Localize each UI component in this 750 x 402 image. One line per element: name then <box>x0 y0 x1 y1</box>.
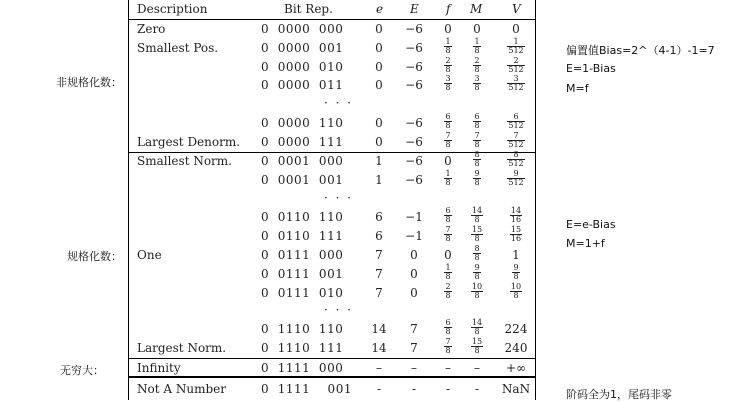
header-bitrep: Bit Rep. <box>284 2 333 16</box>
row-M-fraction <box>462 75 492 92</box>
row-bit-rep: 0 1111 000 <box>261 361 344 375</box>
row-bit-rep: 0 0001 001 <box>261 173 344 187</box>
row-bit-rep: 0 0111 001 <box>261 267 344 281</box>
label-infinity: 无穷大： <box>60 364 104 377</box>
row-f-fraction <box>433 57 463 74</box>
row-V: 0 <box>512 22 520 36</box>
row-description: Zero <box>137 22 166 36</box>
row-f-fraction-numerator: 6 <box>445 318 451 327</box>
row-f-fraction-numerator: 2 <box>445 56 451 65</box>
row-bit-rep: 0 0000 001 <box>261 41 344 55</box>
row-V-fraction <box>496 38 536 55</box>
row-V-fraction-denominator: 16 <box>510 234 522 243</box>
row-M-fraction <box>462 170 492 187</box>
row-M-fraction-numerator: 14 <box>471 206 483 215</box>
row-bit-rep: 0 0111 000 <box>261 248 344 262</box>
row-V-fraction <box>496 75 536 92</box>
row-E: 0 <box>410 267 418 281</box>
row-M-fraction <box>462 132 492 149</box>
row-f: 0 <box>444 154 452 168</box>
row-f: 0 <box>444 248 452 262</box>
row-M-fraction-denominator: 8 <box>474 178 480 187</box>
note-bias: 偏置值Bias=2^（4-1）-1=7 <box>566 44 715 57</box>
row-description: Infinity <box>137 361 181 375</box>
row-M-fraction-numerator: 10 <box>471 282 483 291</box>
row-V-fraction <box>496 170 536 187</box>
row-f-fraction-numerator: 6 <box>445 206 451 215</box>
row-f-fraction <box>433 264 463 281</box>
row-V-fraction <box>496 264 536 281</box>
row-M-fraction-denominator: 8 <box>474 65 480 74</box>
row-e: 6 <box>375 210 383 224</box>
row-M-fraction <box>462 57 492 74</box>
row-M-fraction-numerator: 1 <box>474 37 480 46</box>
row-M-fraction-numerator: 9 <box>474 263 480 272</box>
row-V-fraction-numerator: 9 <box>507 170 524 179</box>
row-V-fraction <box>496 207 536 224</box>
row-f-fraction <box>433 75 463 92</box>
row-M-fraction-denominator: 8 <box>474 121 480 130</box>
row-f-fraction <box>433 319 463 336</box>
header-rule <box>128 19 536 20</box>
row-bit-rep: 0 1110 111 <box>261 341 344 355</box>
row-f-fraction <box>433 226 463 243</box>
row-f-fraction <box>433 113 463 130</box>
row-f-fraction-denominator: 8 <box>445 121 451 130</box>
row-M-fraction-denominator: 8 <box>474 291 480 300</box>
row-e: 1 <box>375 154 383 168</box>
row-M-fraction-denominator: 8 <box>474 215 480 224</box>
row-f-fraction-denominator: 8 <box>445 46 451 55</box>
row-f-fraction-denominator: 8 <box>445 178 451 187</box>
row-M: - <box>474 382 480 396</box>
row-M-fraction-denominator: 8 <box>474 46 480 55</box>
row-M-fraction-denominator: 8 <box>474 159 480 168</box>
row-bit-rep: 0 0110 110 <box>261 210 344 224</box>
row-V-fraction <box>496 226 536 243</box>
row-E: −6 <box>405 60 423 74</box>
row-M-fraction <box>462 226 492 243</box>
row-f-fraction <box>433 283 463 300</box>
row-e: 0 <box>375 135 383 149</box>
ellipsis-1: · · · <box>324 96 354 110</box>
row-f-fraction-numerator: 7 <box>445 337 451 346</box>
row-e: 0 <box>375 78 383 92</box>
row-V-fraction-numerator: 10 <box>510 282 522 291</box>
row-E: 7 <box>410 322 418 336</box>
row-M-fraction-denominator: 8 <box>474 327 480 336</box>
row-V-fraction <box>496 151 536 168</box>
row-M-fraction <box>462 319 492 336</box>
row-f-fraction-numerator: 1 <box>445 263 451 272</box>
float-table <box>128 0 536 400</box>
row-bit-rep: 0 0111 010 <box>261 286 344 300</box>
row-V-fraction-numerator: 1 <box>507 38 524 47</box>
label-denormalized: 非规格化数： <box>56 76 122 89</box>
row-f-fraction <box>433 338 463 355</box>
row-E: −1 <box>405 229 423 243</box>
row-V: +∞ <box>505 361 527 375</box>
row-e: 14 <box>371 322 387 336</box>
row-V: NaN <box>501 382 531 396</box>
row-E: −6 <box>405 22 423 36</box>
row-M: 0 <box>473 22 481 36</box>
row-M-fraction-numerator: 7 <box>474 131 480 140</box>
row-bit-rep: 0 0110 111 <box>261 229 344 243</box>
row-V: 224 <box>504 322 528 336</box>
row-bit-rep: 0 0001 000 <box>261 154 344 168</box>
note-denorm-E: E=1-Bias <box>566 62 616 75</box>
row-f-fraction-denominator: 8 <box>445 291 451 300</box>
row-M-fraction <box>462 264 492 281</box>
row-E: 0 <box>410 248 418 262</box>
row-description: One <box>137 248 162 262</box>
row-M-fraction-numerator: 9 <box>474 169 480 178</box>
row-e: 0 <box>375 41 383 55</box>
row-E: −6 <box>405 116 423 130</box>
row-V-fraction-numerator: 15 <box>510 225 522 234</box>
row-e: 0 <box>375 22 383 36</box>
row-e: 7 <box>375 267 383 281</box>
row-V-fraction-numerator: 6 <box>507 113 524 122</box>
header-M: M <box>470 2 483 16</box>
row-e: 0 <box>375 116 383 130</box>
row-bit-rep: 0 0000 010 <box>261 60 344 74</box>
row-description: Smallest Pos. <box>137 41 219 55</box>
row-f-fraction-denominator: 8 <box>445 327 451 336</box>
header-e: e <box>376 2 384 16</box>
row-E: – <box>411 361 417 375</box>
row-M-fraction-denominator: 8 <box>474 234 480 243</box>
row-E: −6 <box>405 154 423 168</box>
row-E: −6 <box>405 135 423 149</box>
row-V-fraction-denominator: 8 <box>513 291 519 300</box>
row-e: 1 <box>375 173 383 187</box>
row-V-fraction-denominator: 8 <box>513 272 519 281</box>
table-left-border <box>128 0 129 400</box>
label-normalized: 规格化数： <box>67 250 122 263</box>
row-M-fraction-denominator: 8 <box>474 346 480 355</box>
row-M-fraction <box>462 207 492 224</box>
row-M-fraction-numerator: 6 <box>474 112 480 121</box>
row-V-fraction-denominator: 512 <box>508 65 524 74</box>
row-f-fraction-denominator: 8 <box>445 234 451 243</box>
row-M: – <box>474 361 480 375</box>
row-E: −6 <box>405 173 423 187</box>
row-M-fraction-numerator: 15 <box>471 225 483 234</box>
row-f-fraction <box>433 38 463 55</box>
row-M-fraction <box>462 283 492 300</box>
row-f-fraction-denominator: 8 <box>445 65 451 74</box>
row-f: – <box>445 361 451 375</box>
row-M-fraction-numerator: 14 <box>471 318 483 327</box>
row-M-fraction <box>462 113 492 130</box>
row-V-fraction <box>496 57 536 74</box>
row-V-fraction-denominator: 512 <box>508 140 524 149</box>
row-M-fraction-denominator: 8 <box>474 140 480 149</box>
row-description: Largest Denorm. <box>137 135 241 149</box>
infinity-rule <box>128 376 536 378</box>
row-V-fraction <box>496 113 536 130</box>
row-f-fraction-denominator: 8 <box>445 272 451 281</box>
row-f-fraction-numerator: 6 <box>445 112 451 121</box>
row-f-fraction-numerator: 1 <box>445 169 451 178</box>
note-denorm-M: M=f <box>566 82 589 95</box>
row-V-fraction-numerator: 2 <box>507 57 524 66</box>
row-bit-rep: 0 1111 001 <box>261 382 352 396</box>
row-description: Not A Number <box>137 382 226 396</box>
row-M-fraction-numerator: 2 <box>474 56 480 65</box>
row-bit-rep: 0 0000 111 <box>261 135 344 149</box>
ellipsis-3: · · · <box>324 303 354 317</box>
note-norm-E: E=e-Bias <box>566 218 616 231</box>
row-V-fraction-denominator: 512 <box>508 159 524 168</box>
row-V-fraction-numerator: 14 <box>510 206 522 215</box>
row-E: −6 <box>405 41 423 55</box>
row-V: 240 <box>504 341 528 355</box>
row-E: - <box>411 382 417 396</box>
header-V: V <box>512 2 521 16</box>
row-E: 0 <box>410 286 418 300</box>
row-M-fraction <box>462 151 492 168</box>
row-f-fraction <box>433 132 463 149</box>
row-description: Smallest Norm. <box>137 154 232 168</box>
row-bit-rep: 0 0000 011 <box>261 78 344 92</box>
row-V-fraction-numerator: 3 <box>507 75 524 84</box>
row-V-fraction <box>496 132 536 149</box>
row-M-fraction-denominator: 8 <box>474 83 480 92</box>
row-e: - <box>376 382 382 396</box>
row-M-fraction-numerator: 15 <box>471 337 483 346</box>
row-f-fraction-numerator: 3 <box>445 74 451 83</box>
row-f-fraction-denominator: 8 <box>445 83 451 92</box>
row-E: −1 <box>405 210 423 224</box>
row-V-fraction <box>496 283 536 300</box>
header-E: E <box>410 2 419 16</box>
row-V-fraction-denominator: 512 <box>508 178 524 187</box>
row-f-fraction-numerator: 2 <box>445 282 451 291</box>
row-E: −6 <box>405 78 423 92</box>
row-M-fraction-denominator: 8 <box>474 272 480 281</box>
row-f: 0 <box>444 22 452 36</box>
ellipsis-2: · · · <box>324 191 354 205</box>
row-V-fraction-numerator: 7 <box>507 132 524 141</box>
row-f-fraction <box>433 170 463 187</box>
row-M-fraction-numerator: 3 <box>474 74 480 83</box>
header-f: f <box>446 2 451 16</box>
row-M-fraction-denominator: 8 <box>474 253 480 262</box>
row-e: 7 <box>375 286 383 300</box>
row-E: 7 <box>410 341 418 355</box>
row-M-fraction <box>462 245 492 262</box>
row-M-fraction <box>462 38 492 55</box>
row-f-fraction <box>433 207 463 224</box>
row-description: Largest Norm. <box>137 341 227 355</box>
row-f-fraction-numerator: 7 <box>445 225 451 234</box>
row-V-fraction-denominator: 16 <box>510 215 522 224</box>
note-norm-M: M=1+f <box>566 237 605 250</box>
row-f-fraction-numerator: 1 <box>445 37 451 46</box>
row-f-fraction-numerator: 7 <box>445 131 451 140</box>
note-nan: 阶码全为1，尾码非零 <box>566 388 672 401</box>
norm-rule <box>128 358 536 359</box>
row-V-fraction-denominator: 512 <box>508 121 524 130</box>
row-e: 0 <box>375 60 383 74</box>
row-V-fraction-numerator: 9 <box>513 263 519 272</box>
row-bit-rep: 0 1110 110 <box>261 322 344 336</box>
row-e: 6 <box>375 229 383 243</box>
row-bit-rep: 0 0000 000 <box>261 22 344 36</box>
header-description: Description <box>137 2 208 16</box>
row-f: - <box>445 382 451 396</box>
row-e: – <box>376 361 382 375</box>
row-f-fraction-denominator: 8 <box>445 346 451 355</box>
row-M-fraction <box>462 338 492 355</box>
row-f-fraction-denominator: 8 <box>445 215 451 224</box>
row-V-fraction-numerator: 8 <box>507 151 524 160</box>
row-e: 7 <box>375 248 383 262</box>
row-f-fraction-denominator: 8 <box>445 140 451 149</box>
row-bit-rep: 0 0000 110 <box>261 116 344 130</box>
row-M-fraction-numerator: 8 <box>474 150 480 159</box>
row-V-fraction-denominator: 512 <box>508 46 524 55</box>
row-V: 1 <box>512 248 520 262</box>
row-M-fraction-numerator: 8 <box>474 244 480 253</box>
row-V-fraction-denominator: 512 <box>508 83 524 92</box>
row-e: 14 <box>371 341 387 355</box>
